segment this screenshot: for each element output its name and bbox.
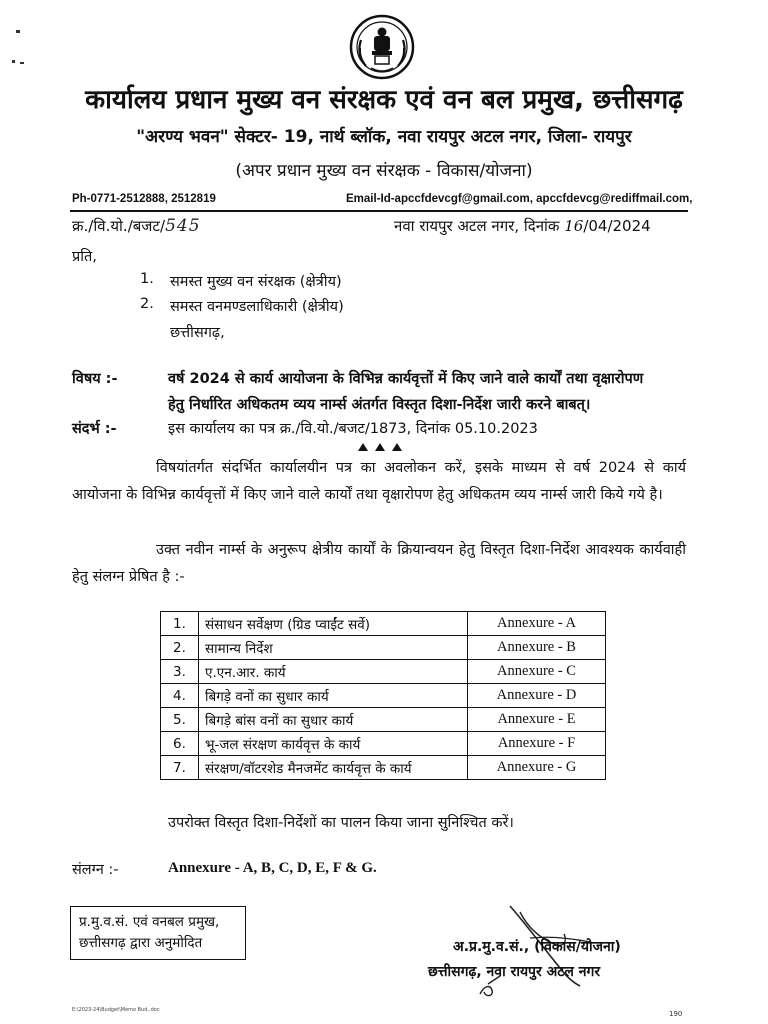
- addressee-place: छत्तीसगढ़,: [170, 325, 225, 341]
- approval-box: [70, 906, 246, 960]
- annexure-description: संरक्षण/वॉटरशेड मैनजमेंट कार्यवृत्त के कार्य: [199, 756, 468, 780]
- office-address: "अरण्य भवन" सेक्टर- 19, नार्थ ब्लॉक, नवा रायपुर अटल नगर, जिला- रायपुर: [136, 127, 632, 147]
- annexure-table: [160, 611, 606, 780]
- addressee-text: समस्त मुख्य वन संरक्षक (क्षेत्रीय): [170, 274, 342, 290]
- scan-mark: [16, 30, 20, 33]
- annexure-number: 5.: [161, 708, 199, 732]
- annexure-label: Annexure - D: [468, 684, 606, 708]
- approval-line: प्र.मु.व.सं. एवं वनबल प्रमुख,: [79, 914, 220, 930]
- header-divider: [70, 210, 688, 212]
- annexure-description: ए.एन.आर. कार्य: [199, 660, 468, 684]
- enclosure-list: Annexure - A, B, C, D, E, F & G.: [168, 860, 377, 876]
- annexure-description: भू-जल संरक्षण कार्यवृत्त के कार्य: [199, 732, 468, 756]
- table-row: [161, 708, 606, 732]
- compliance-instruction: उपरोक्त विस्तृत दिशा-निर्देशों का पालन किया जाना सुनिश्चित करें।: [168, 815, 514, 831]
- email-addresses: Email-Id-apccfdevcgf@gmail.com, apccfdevcg@rediffmail.com,: [346, 193, 693, 205]
- signatory-designation: अ.प्र.मु.व.सं., (विकास/योजना): [453, 939, 621, 955]
- annexure-description: संसाधन सर्वेक्षण (ग्रिड प्वाईंट सर्वे): [199, 612, 468, 636]
- subject-line: हेतु निर्धारित अधिकतम व्यय नार्म्स अंतर्गत विस्तृत दिशा-निर्देश जारी करने बाबत्।: [168, 397, 591, 413]
- reference-text: इस कार्यालय का पत्र क्र./वि.यो./बजट/1873, दिनांक 05.10.2023: [168, 421, 538, 437]
- annexure-number: 4.: [161, 684, 199, 708]
- addressee-number: 1.: [140, 271, 154, 287]
- reference-label: संदर्भ :-: [72, 421, 117, 437]
- phone-numbers: Ph-0771-2512888, 2512819: [72, 193, 216, 205]
- table-row: [161, 684, 606, 708]
- annexure-number: 6.: [161, 732, 199, 756]
- table-row: [161, 756, 606, 780]
- annexure-label: Annexure - G: [468, 756, 606, 780]
- office-title: कार्यालय प्रधान मुख्य वन संरक्षक एवं वन बल प्रमुख, छत्तीसगढ़: [85, 85, 683, 115]
- annexure-label: Annexure - A: [468, 612, 606, 636]
- body-paragraph: उक्त नवीन नार्म्स के अनुरूप क्षेत्रीय कार्यों के क्रियान्वयन हेतु विस्तृत दिशा-निर्देश आवश्यक कार्यवाही हेतु संलग्न प्रेषित है :-: [72, 542, 686, 585]
- addressee-number: 2.: [140, 296, 154, 312]
- enclosure-label: संलग्न :-: [72, 862, 119, 878]
- page-number: 190: [669, 1010, 683, 1018]
- date-day-handwritten: 16: [564, 217, 584, 235]
- signatory-location: छत्तीसगढ़, नवा रायपुर अटल नगर: [428, 964, 601, 980]
- reference-number-handwritten: 545: [165, 216, 201, 236]
- addressee-text: समस्त वनमण्डलाधिकारी (क्षेत्रीय): [170, 299, 344, 315]
- annexure-number: 7.: [161, 756, 199, 780]
- table-row: [161, 660, 606, 684]
- annexure-label: Annexure - E: [468, 708, 606, 732]
- annexure-description: बिगड़े बांस वनों का सुधार कार्य: [199, 708, 468, 732]
- body-paragraph: विषयांतर्गत संदर्भित कार्यालयीन पत्र का अवलोकन करें, इसके माध्यम से वर्ष 2024 से कार्य आयोजना के विभिन्न कार्यवृत्तों में किए जाने वाले कार्यों तथा वृक्षारोपण हेतु अधिकतम व्यय नार्म्स जारी किये गये है।: [72, 460, 686, 503]
- table-row: [161, 636, 606, 660]
- date-month-year: /04/2024: [583, 217, 651, 235]
- table-row: [161, 732, 606, 756]
- subject-label: विषय :-: [72, 371, 118, 387]
- office-subheading: (अपर प्रधान मुख्य वन संरक्षक - विकास/योजना): [235, 161, 533, 181]
- annexure-label: Annexure - B: [468, 636, 606, 660]
- separator-ornament: [356, 442, 406, 452]
- letter-date: [394, 216, 651, 236]
- annexure-label: Annexure - F: [468, 732, 606, 756]
- file-path: E:\2023-24\Budget\Memo Bud..doc: [72, 1007, 160, 1013]
- scan-mark: [20, 62, 24, 64]
- annexure-number: 1.: [161, 612, 199, 636]
- scan-mark: [12, 60, 15, 63]
- annexure-description: सामान्य निर्देश: [199, 636, 468, 660]
- approval-line: छत्तीसगढ़ द्वारा अनुमोदित: [79, 935, 203, 951]
- reference-prefix: क्र./वि.यो./बजट/: [72, 217, 166, 235]
- subject-line: वर्ष 2024 से कार्य आयोजना के विभिन्न कार्यवृत्तों में किए जाने वाले कार्यों तथा वृक्षारोपण: [168, 371, 644, 387]
- annexure-description: बिगड़े वनों का सुधार कार्य: [199, 684, 468, 708]
- addressee-label: प्रति,: [72, 249, 97, 265]
- table-row: [161, 612, 606, 636]
- annexure-label: Annexure - C: [468, 660, 606, 684]
- annexure-number: 3.: [161, 660, 199, 684]
- annexure-number: 2.: [161, 636, 199, 660]
- chhattisgarh-emblem-icon: [349, 14, 415, 80]
- date-prefix: नवा रायपुर अटल नगर, दिनांक: [394, 217, 565, 235]
- letter-reference-number: [72, 216, 201, 236]
